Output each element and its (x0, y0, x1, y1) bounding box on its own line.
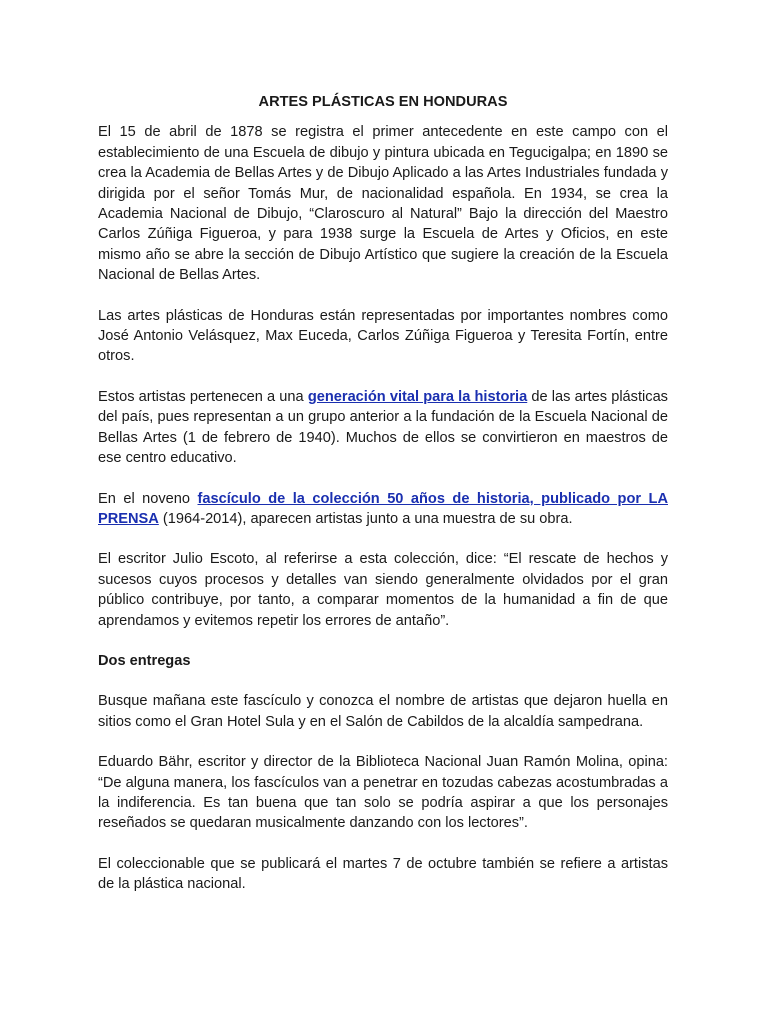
paragraph-tomorrow: Busque mañana este fascículo y conozca el nombre de artistas que dejaron huella en sitios como el Gran Hotel Sula y en el Salón de Cabildos de la alcaldía sampedrana. (98, 693, 668, 730)
subheading: Dos entregas (98, 652, 191, 669)
paragraph-escoto-quote: El escritor Julio Escoto, al referirse a esta colección, dice: “El rescate de hechos y sucesos cuyos procesos y detalles van siendo generalmente olvidados por el gran público contribuye, por tanto, a comparar momentos de la humanidad a fin de que aprendamos y evitemos repetir los errores de antaño”. (98, 551, 668, 629)
paragraph-fascicle-before: En el noveno (98, 490, 198, 507)
paragraph-generation-before: Estos artistas pertenecen a una (98, 388, 308, 405)
document-title: ARTES PLÁSTICAS EN HONDURAS (258, 94, 508, 110)
paragraph-generation-after: de las artes plásticas del país, pues representan a un grupo anterior a la fundación de la Escuela Nacional de Bellas Artes (1 de febrero de 1940). Muchos de ellos se convirtieron en maestros de ese centro educativo. (98, 388, 668, 467)
paragraph-fascicle-after: (1964-2014), aparecen artistas junto a una muestra de su obra. (158, 510, 573, 527)
paragraph-history: El 15 de abril de 1878 se registra el primer antecedente en este campo con el establecimiento de una Escuela de dibujo y pintura ubicada en Tegucigalpa; en 1890 se crea la Academia de Bellas Artes y de Dibujo Aplicado a las Artes Industriales fundada y dirigida por el señor Tomás Mur, de nacionalidad española. En 1934, se crea la Academia Nacional de Dibujo, “Claroscuro al Natural” Bajo la dirección del Maestro Carlos Zúñiga Figueroa, y para 1938 surge la Escuela de Artes y Oficios, en este mismo año se abre la sección de Dibujo Artístico que sugiere la creación de la Escuela Nacional de Bellas Artes. (98, 124, 668, 284)
paragraph-artists: Las artes plásticas de Honduras están representadas por importantes nombres como José Antonio Velásquez, Max Euceda, Carlos Zúñiga Figueroa y Teresita Fortín, entre otros. (98, 307, 668, 365)
document-page (98, 92, 668, 915)
fascicle-link[interactable]: fascículo de la colección 50 años de historia, publicado por LA PRENSA (98, 490, 668, 527)
generation-link[interactable]: generación vital para la historia (307, 388, 528, 405)
paragraph-generation (98, 387, 668, 469)
paragraph-bahr-quote: Eduardo Bähr, escritor y director de la Biblioteca Nacional Juan Ramón Molina, opina: “De alguna manera, los fascículos van a penetrar en tozudas cabezas acostumbradas a la indiferencia. Es tan buena que tan solo se podría aspirar a que los personajes reseñados se quedaran musicalmente danzando con los lectores”. (98, 754, 668, 832)
paragraph-collectible: El coleccionable que se publicará el martes 7 de octubre también se refiere a artistas de la plástica nacional. (98, 855, 668, 893)
paragraph-fascicle (98, 489, 668, 530)
